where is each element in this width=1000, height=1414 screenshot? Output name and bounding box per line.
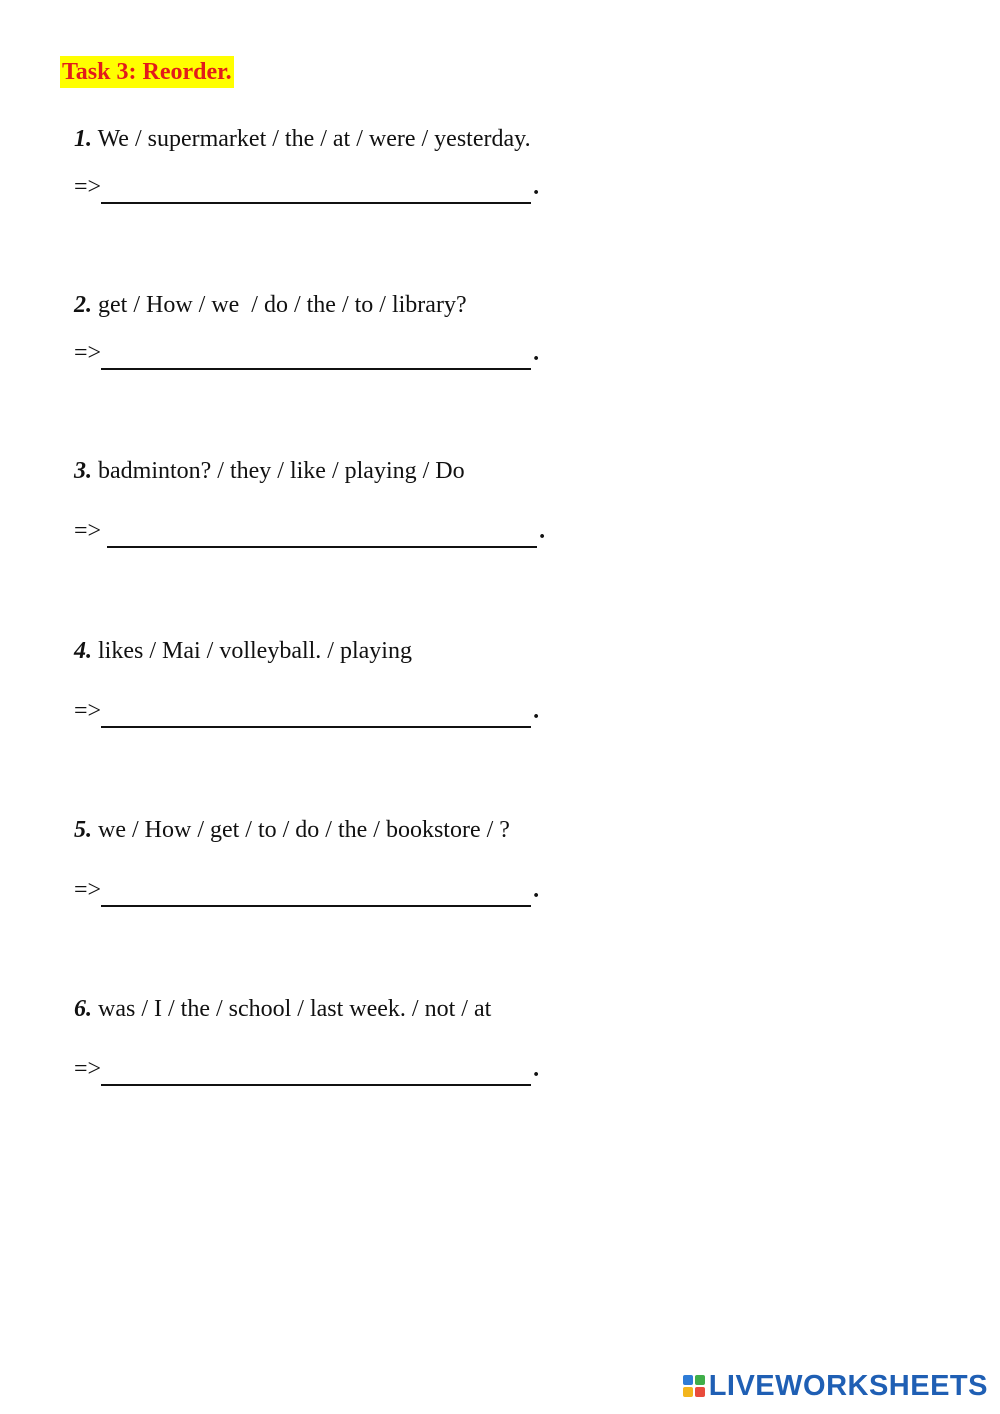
answer-arrow: => bbox=[74, 877, 102, 903]
question-number: 3. bbox=[74, 458, 92, 484]
question-5 bbox=[74, 815, 510, 845]
question-text: was / I / the / school / last week. / not / at bbox=[92, 996, 492, 1022]
answer-arrow: => bbox=[74, 698, 102, 724]
answer-period: . bbox=[533, 877, 540, 903]
answer-period: . bbox=[533, 1056, 540, 1082]
answer-line-6[interactable] bbox=[74, 1052, 539, 1086]
answer-period: . bbox=[533, 174, 540, 200]
question-text: we / How / get / to / do / the / bookstore / ? bbox=[92, 817, 510, 843]
answer-blank[interactable] bbox=[107, 520, 537, 548]
question-number: 2. bbox=[74, 292, 92, 318]
answer-line-5[interactable] bbox=[74, 873, 539, 907]
answer-arrow: => bbox=[74, 174, 102, 200]
answer-blank[interactable] bbox=[101, 700, 531, 728]
answer-arrow: => bbox=[74, 340, 102, 366]
answer-line-2[interactable] bbox=[74, 336, 539, 370]
answer-line-1[interactable] bbox=[74, 170, 539, 204]
answer-blank[interactable] bbox=[101, 342, 531, 370]
question-text: get / How / we / do / the / to / library? bbox=[92, 292, 467, 318]
answer-blank[interactable] bbox=[101, 176, 531, 204]
liveworksheets-brand[interactable] bbox=[683, 1368, 988, 1404]
question-3 bbox=[74, 456, 465, 486]
question-6 bbox=[74, 994, 491, 1024]
answer-arrow: => bbox=[74, 518, 102, 544]
question-text: We / supermarket / the / at / were / yesterday. bbox=[92, 126, 531, 152]
question-4 bbox=[74, 636, 412, 666]
task-title: Task 3: Reorder. bbox=[60, 56, 234, 88]
answer-period: . bbox=[533, 340, 540, 366]
liveworksheets-logo-icon bbox=[683, 1375, 705, 1397]
question-1 bbox=[74, 124, 531, 154]
question-2 bbox=[74, 290, 467, 320]
answer-blank[interactable] bbox=[101, 879, 531, 907]
answer-line-3[interactable] bbox=[74, 514, 545, 548]
question-number: 4. bbox=[74, 638, 92, 664]
question-number: 1. bbox=[74, 126, 92, 152]
question-text: likes / Mai / volleyball. / playing bbox=[92, 638, 412, 664]
answer-arrow: => bbox=[74, 1056, 102, 1082]
question-text: badminton? / they / like / playing / Do bbox=[92, 458, 465, 484]
question-number: 6. bbox=[74, 996, 92, 1022]
answer-line-4[interactable] bbox=[74, 694, 539, 728]
answer-period: . bbox=[533, 698, 540, 724]
brand-text: LIVEWORKSHEETS bbox=[708, 1369, 988, 1402]
question-number: 5. bbox=[74, 817, 92, 843]
answer-period: . bbox=[539, 518, 546, 544]
answer-blank[interactable] bbox=[101, 1058, 531, 1086]
